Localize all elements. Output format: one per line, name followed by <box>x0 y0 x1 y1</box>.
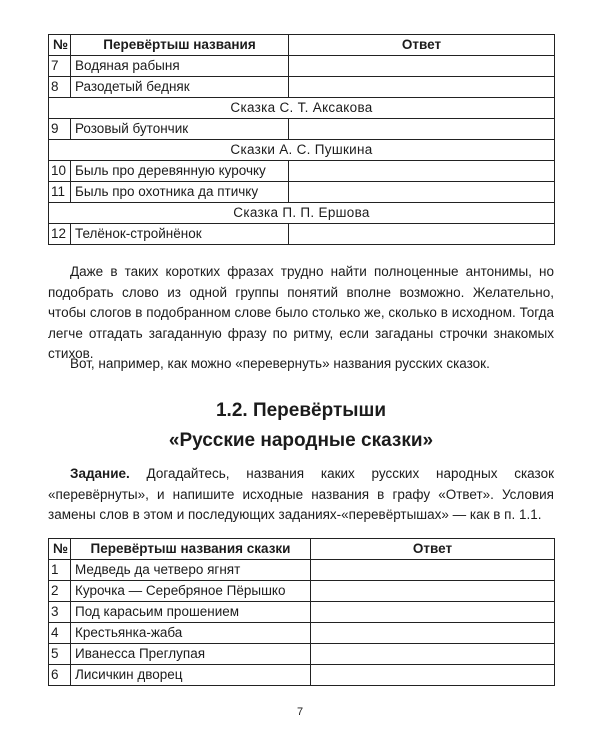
task-text: Догадайтесь, названия каких русских народных сказок «перевёрнуты», и напишите исходные названия в графу «Ответ». Условия замены слов в этом и последующих заданиях-«перевёртышах» — как в п. 1.1. <box>48 466 554 522</box>
table-row <box>49 602 555 623</box>
task-label: Задание. <box>70 466 130 481</box>
table-header-row <box>49 539 555 560</box>
riddle-text: Телёнок-стройнёнок <box>71 224 289 245</box>
section-title: 1.2. Перевёртыши <box>215 400 387 421</box>
row-number: 6 <box>49 665 71 686</box>
page-number: 7 <box>296 706 304 718</box>
riddle-text: Лисичкин дворец <box>71 665 311 686</box>
answer-cell[interactable] <box>311 581 555 602</box>
row-number: 1 <box>49 560 71 581</box>
row-number: 5 <box>49 644 71 665</box>
riddle-text: Разодетый бедняк <box>71 77 289 98</box>
table-row <box>49 119 555 140</box>
table-subheader-row <box>49 140 555 161</box>
riddle-text: Быль про охотника да птичку <box>71 182 289 203</box>
table-row <box>49 665 555 686</box>
table-header-row <box>49 35 555 56</box>
riddle-text: Быль про деревянную курочку <box>71 161 289 182</box>
row-number: 11 <box>49 182 71 203</box>
answer-cell[interactable] <box>289 224 555 245</box>
table-row <box>49 224 555 245</box>
row-number: 7 <box>49 56 71 77</box>
row-number: 3 <box>49 602 71 623</box>
riddle-text: Иванесса Преглупая <box>71 644 311 665</box>
answer-cell[interactable] <box>311 665 555 686</box>
row-number: 12 <box>49 224 71 245</box>
answer-cell[interactable] <box>311 623 555 644</box>
author-subheader: Сказки А. С. Пушкина <box>49 140 555 161</box>
riddle-text: Медведь да четверо ягнят <box>71 560 311 581</box>
row-number: 8 <box>49 77 71 98</box>
row-number: 10 <box>49 161 71 182</box>
table-row <box>49 77 555 98</box>
column-header-riddle: Перевёртыш названия сказки <box>71 539 311 560</box>
answer-cell[interactable] <box>289 77 555 98</box>
table-row <box>49 161 555 182</box>
table-row <box>49 581 555 602</box>
riddle-text: Крестьянка-жаба <box>71 623 311 644</box>
riddle-text: Курочка — Серебряное Пёрышко <box>71 581 311 602</box>
answer-cell[interactable] <box>311 560 555 581</box>
table-row <box>49 560 555 581</box>
table-row <box>49 56 555 77</box>
author-subheader: Сказка П. П. Ершова <box>49 203 555 224</box>
explanation-paragraph: Даже в таких коротких фразах трудно найти полноценные антонимы, но подобрать слово из одной группы понятий вполне возможно. Желательно, чтобы слогов в подобранном слове было столько же, сколько в исходном. Тогда легче отгадать загаданную фразу по ритму, если загаданы строчки знакомых стихов. <box>48 264 554 361</box>
column-header-number: № <box>49 35 71 56</box>
row-number: 9 <box>49 119 71 140</box>
answer-cell[interactable] <box>311 644 555 665</box>
table-row <box>49 644 555 665</box>
table-fairy-tale-riddles <box>48 538 555 686</box>
answer-cell[interactable] <box>311 602 555 623</box>
column-header-answer: Ответ <box>311 539 555 560</box>
table-top-riddles <box>48 34 555 245</box>
answer-cell[interactable] <box>289 161 555 182</box>
table-row <box>49 623 555 644</box>
row-number: 4 <box>49 623 71 644</box>
row-number: 2 <box>49 581 71 602</box>
answer-cell[interactable] <box>289 56 555 77</box>
riddle-text: Под карасьим прошением <box>71 602 311 623</box>
answer-cell[interactable] <box>289 182 555 203</box>
riddle-text: Водяная рабыня <box>71 56 289 77</box>
table-row <box>49 182 555 203</box>
author-subheader: Сказка С. Т. Аксакова <box>49 98 555 119</box>
task-paragraph <box>48 464 554 526</box>
table-subheader-row <box>49 98 555 119</box>
section-subtitle: «Русские народные сказки» <box>168 430 434 451</box>
column-header-answer: Ответ <box>289 35 555 56</box>
column-header-riddle: Перевёртыш названия <box>71 35 289 56</box>
column-header-number: № <box>49 539 71 560</box>
answer-cell[interactable] <box>289 119 555 140</box>
example-intro-paragraph: Вот, например, как можно «перевернуть» названия русских сказок. <box>70 356 490 371</box>
table-subheader-row <box>49 203 555 224</box>
riddle-text: Розовый бутончик <box>71 119 289 140</box>
